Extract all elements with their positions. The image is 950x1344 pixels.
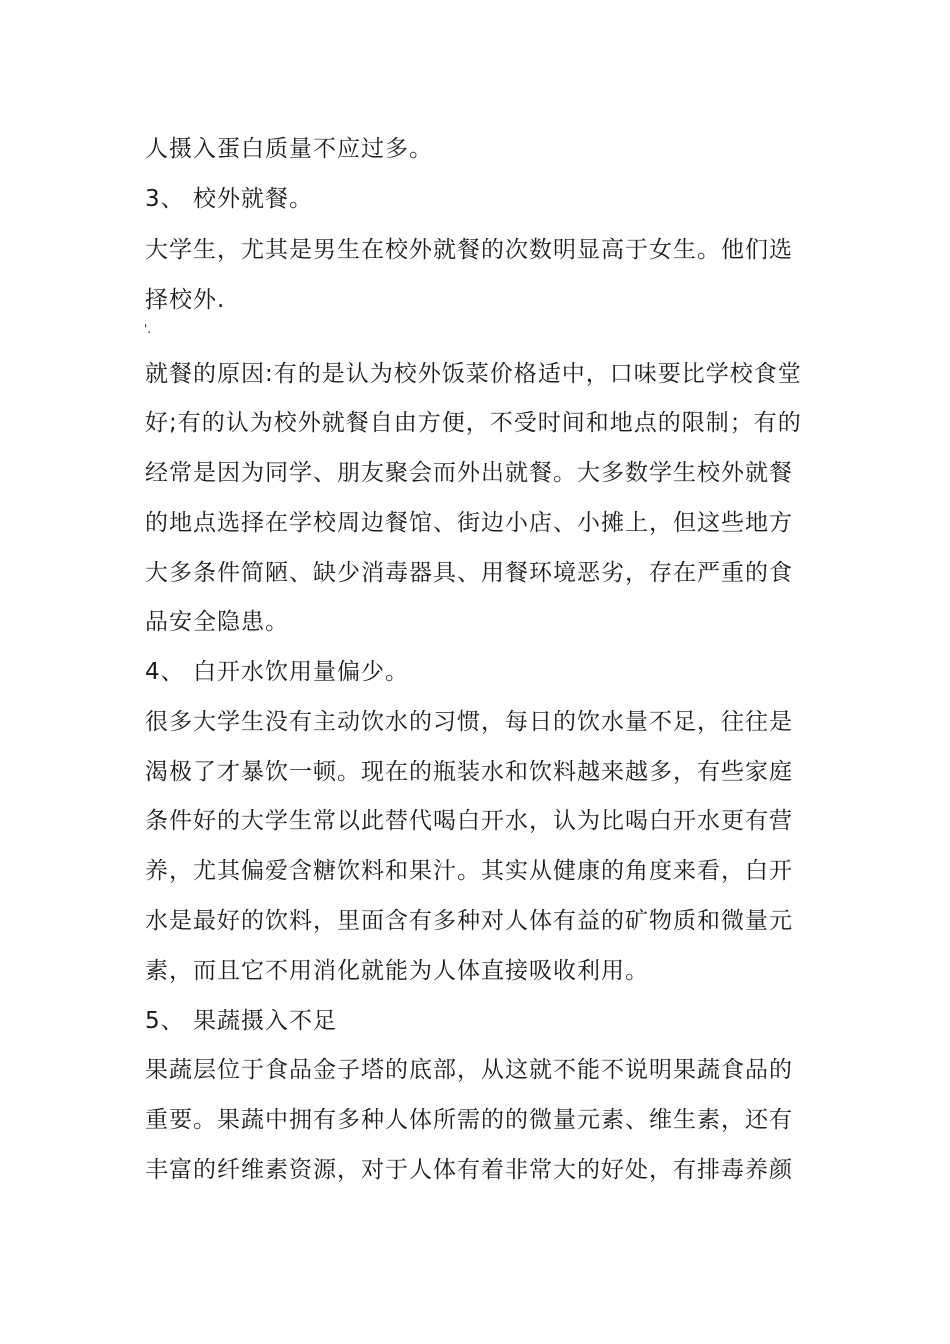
paragraph-line: 条件好的大学生常以此替代喝白开水，认为比喝白开水更有营	[145, 808, 793, 834]
paragraph-line: 丰富的纤维素资源，对于人体有着非常大的好处，有排毒养颜	[145, 1157, 793, 1183]
paragraph-line: 素，而且它不用消化就能为人体直接吸收利用。	[145, 958, 649, 984]
paragraph-line: 就餐的原因:有的是认为校外饭菜价格适中，口味要比学校食堂	[145, 361, 802, 387]
paragraph-line: 大学生，尤其是男生在校外就餐的次数明显高于女生。他们选	[145, 237, 793, 263]
section-heading-4: 4、 白开水饮用量偏少。	[145, 659, 409, 685]
paragraph-line: 好;有的认为校外就餐自由方便，不受时间和地点的限制；有的	[145, 410, 802, 436]
paragraph-line: 渴极了才暴饮一顿。现在的瓶装水和饮料越来越多，有些家庭	[145, 759, 793, 785]
paragraph-line: 择校外.	[145, 287, 226, 313]
section-heading-5: 5、 果蔬摄入不足	[145, 1008, 337, 1034]
paragraph-line: 大多条件简陋、缺少消毒器具、用餐环境恶劣，存在严重的食	[145, 560, 793, 586]
paragraph-line: 人摄入蛋白质量不应过多。	[145, 136, 433, 162]
paragraph-line: 经常是因为同学、朋友聚会而外出就餐。大多数学生校外就餐	[145, 460, 793, 486]
paragraph-line: 很多大学生没有主动饮水的习惯，每日的饮水量不足，往往是	[145, 709, 793, 735]
paragraph-line: 品安全隐患。	[145, 609, 289, 635]
section-heading-3: 3、 校外就餐。	[145, 186, 313, 212]
paragraph-line: 水是最好的饮料，里面含有多种对人体有益的矿物质和微量元	[145, 908, 793, 934]
paragraph-line: 养，尤其偏爱含糖饮料和果汁。其实从健康的角度来看，白开	[145, 858, 793, 884]
stray-mark: '.	[144, 322, 152, 336]
paragraph-line: 果蔬层位于食品金子塔的底部，从这就不能不说明果蔬食品的	[145, 1057, 793, 1083]
paragraph-line: 重要。果蔬中拥有多种人体所需的的微量元素、维生素，还有	[145, 1107, 793, 1133]
paragraph-line: 的地点选择在学校周边餐馆、街边小店、小摊上，但这些地方	[145, 510, 793, 536]
